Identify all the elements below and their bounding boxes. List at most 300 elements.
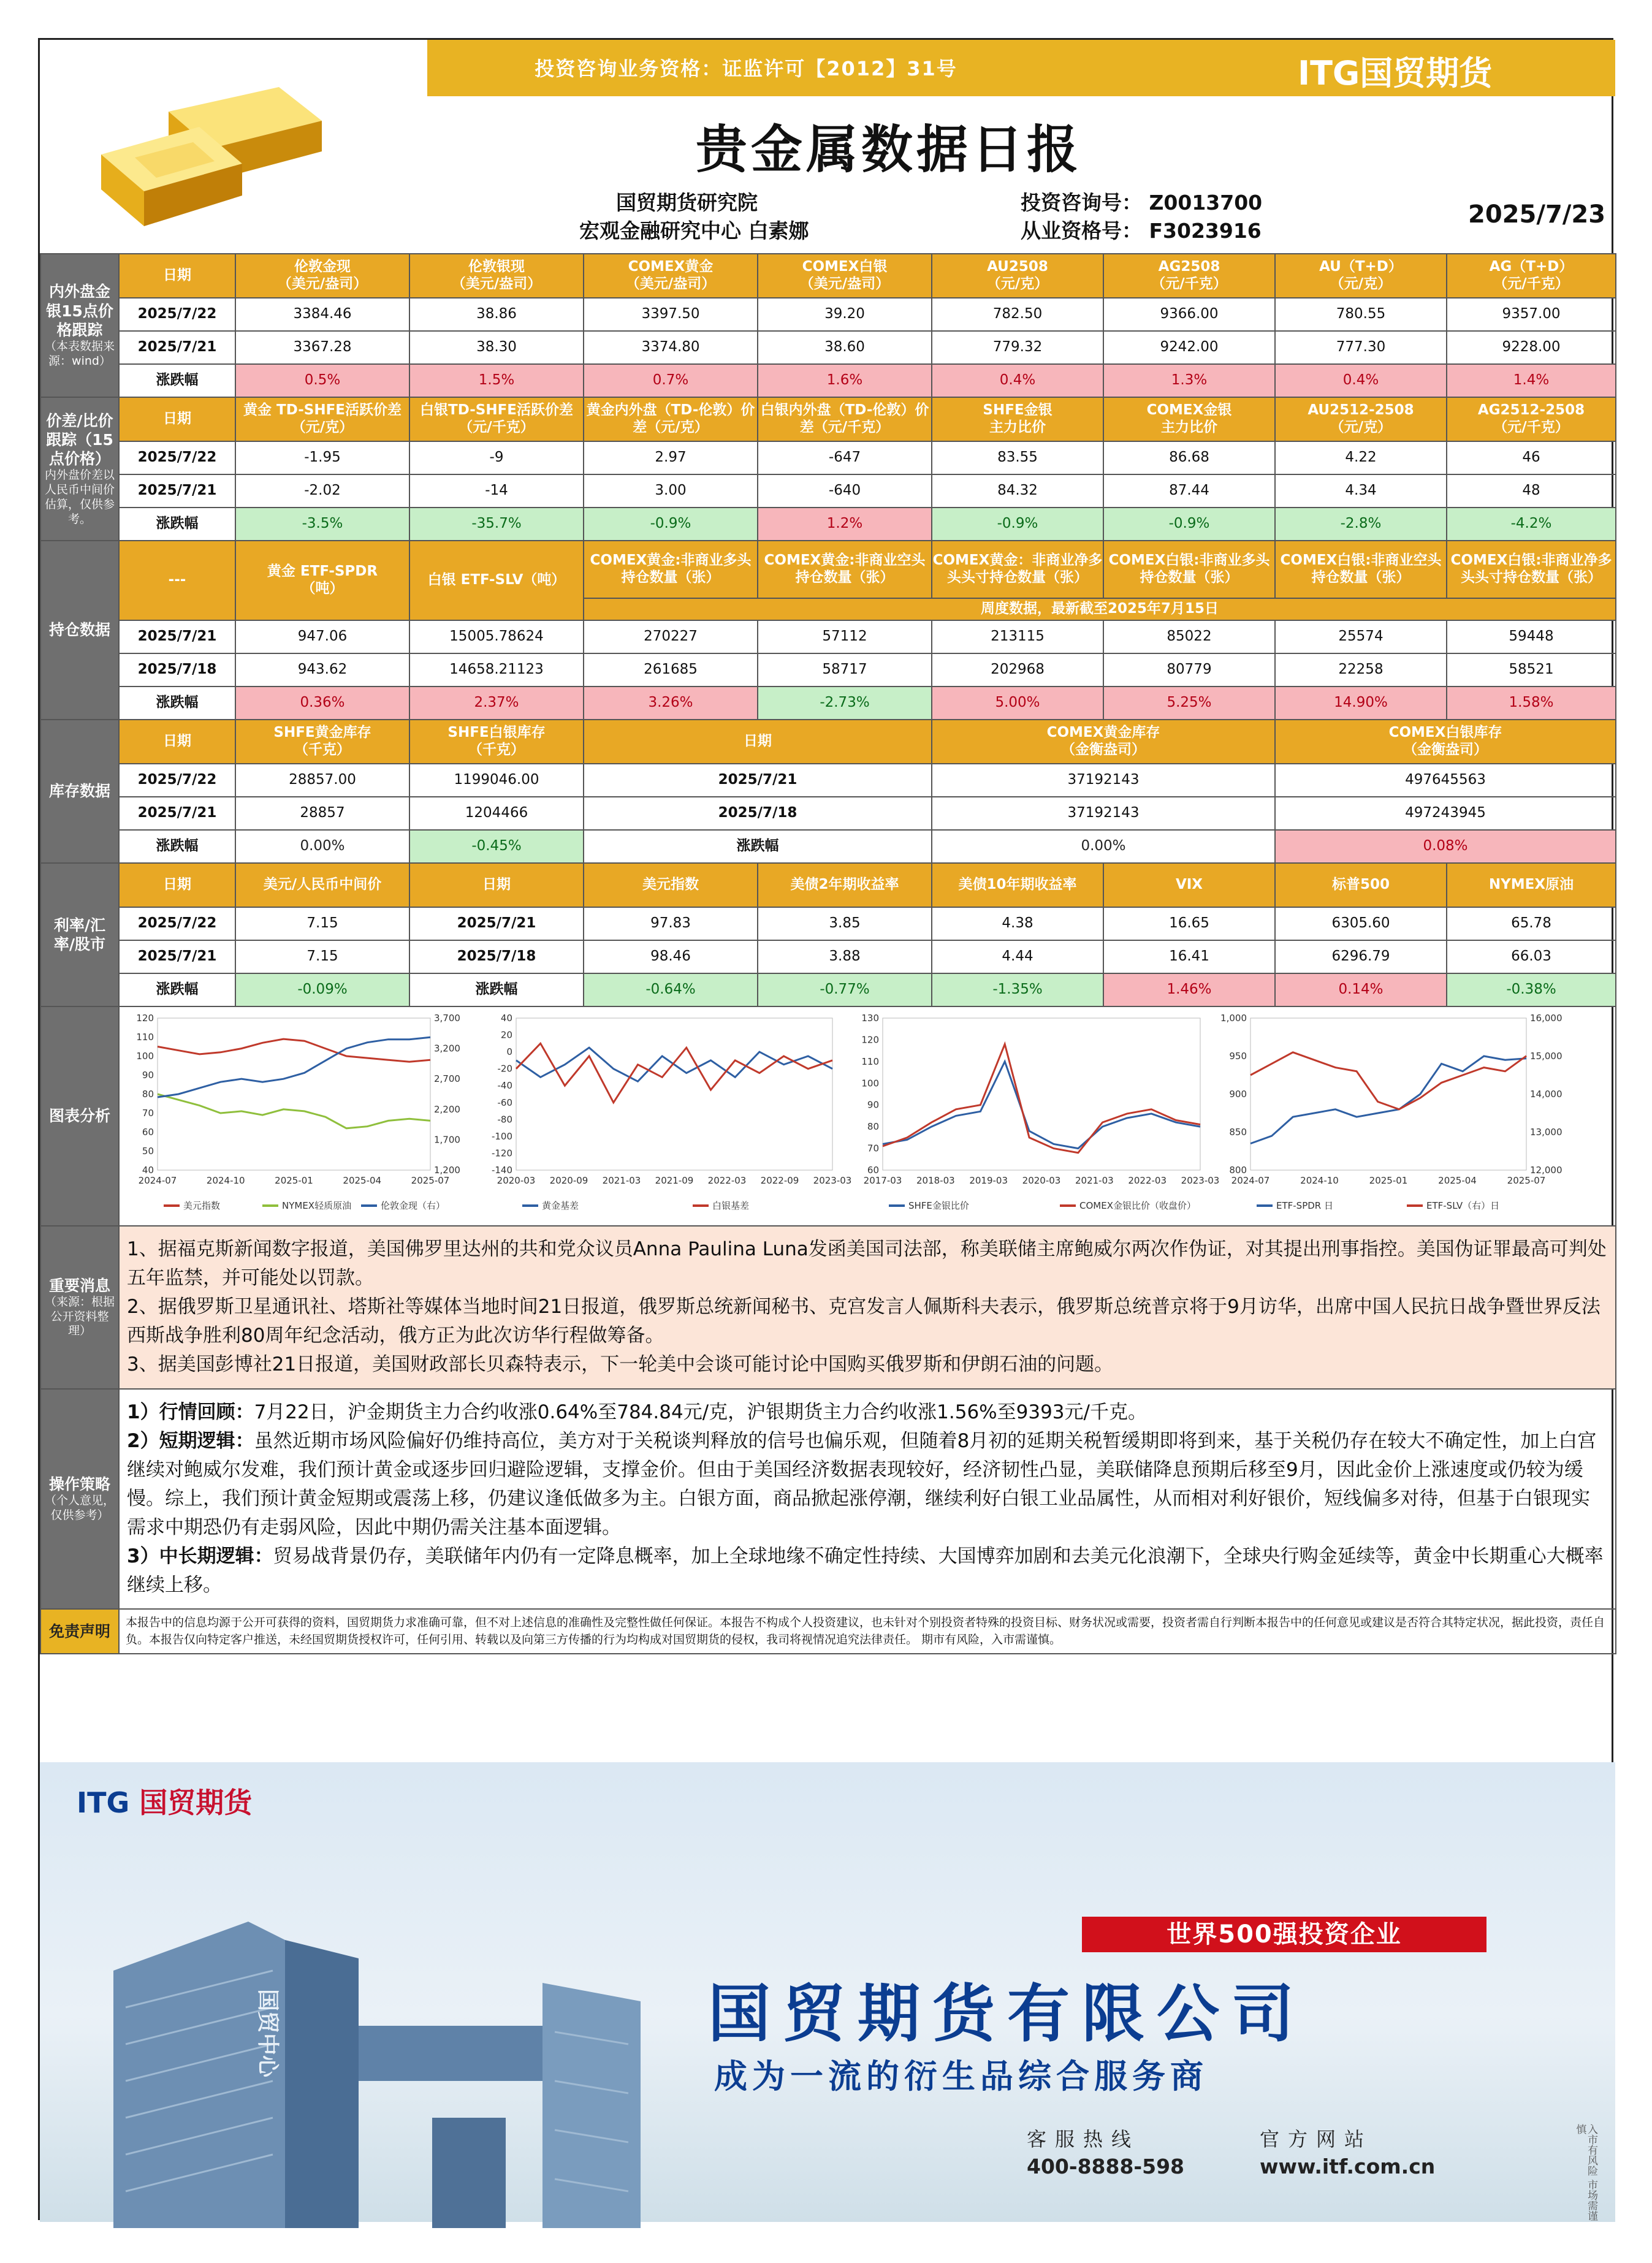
y-tick-label: 1,700 (434, 1134, 460, 1146)
table-cell: 213115 (932, 620, 1103, 653)
table-cell: 943.62 (235, 653, 409, 687)
table-cell: 15005.78624 (409, 620, 584, 653)
legend-label: ETF-SPDR 日 (1276, 1200, 1333, 1211)
y-tick-label: 120 (861, 1034, 879, 1046)
change-label: 涨跌幅 (584, 830, 932, 863)
col-header: 白银 ETF-SLV（吨） (409, 541, 584, 620)
y-tick-label: -100 (491, 1130, 512, 1142)
change-cell: 5.25% (1103, 687, 1275, 720)
col-header: COMEX白银库存 （金衡盎司） (1275, 720, 1616, 764)
x-tick-label: 2021-03 (1075, 1175, 1114, 1186)
table-cell: 38.60 (758, 331, 932, 364)
y-tick-label: 110 (136, 1032, 154, 1043)
y-tick-label: 3,700 (434, 1013, 460, 1024)
ad-logo-cn: 国贸期货 (139, 1786, 253, 1819)
row-date: 2025/7/21 (584, 764, 932, 797)
table-cell: 85022 (1103, 620, 1275, 653)
y-tick-label: 40 (500, 1013, 512, 1024)
y-tick-label: 13,000 (1530, 1127, 1563, 1138)
y-tick-label: -60 (497, 1097, 512, 1108)
table-cell: 16.41 (1103, 940, 1275, 973)
row-date: 2025/7/22 (119, 764, 235, 797)
news-item: 3、据美国彭博社21日报道，美国财政部长贝森特表示，下一轮美中会谈可能讨论中国购买俄罗斯和伊朗石油的问题。 (127, 1353, 1114, 1376)
x-tick-label: 2024-07 (138, 1175, 177, 1186)
building-image (89, 1885, 690, 2228)
table-cell: -640 (758, 474, 932, 508)
table-cell: 7.15 (235, 907, 409, 940)
section-title: 库存数据 (48, 782, 110, 801)
table-row (40, 764, 1616, 797)
y-tick-label: 80 (867, 1121, 879, 1133)
advisory-no: 投资咨询号： Z0013700 (1021, 191, 1263, 215)
col-header: 黄金 ETF-SPDR （吨） (235, 541, 409, 620)
change-cell: 2.37% (409, 687, 584, 720)
section-note: （来源：根据公开资料整理） (44, 1295, 115, 1338)
x-tick-label: 2023-03 (813, 1175, 852, 1186)
table-cell: 3367.28 (235, 331, 409, 364)
x-tick-label: 2021-03 (602, 1175, 641, 1186)
col-header: 伦敦金现 （美元/盎司） (235, 254, 409, 298)
company-ad (40, 1762, 1615, 2222)
row-date: 2025/7/21 (119, 940, 235, 973)
table-cell: 3.85 (758, 907, 932, 940)
charts-container (119, 1006, 1616, 1226)
legend-label: SHFE金银比价 (908, 1200, 969, 1211)
table-cell: 1204466 (409, 797, 584, 830)
news-content (119, 1226, 1616, 1389)
change-label: 涨跌幅 (409, 973, 584, 1006)
charts-row (40, 1006, 1616, 1226)
news-item: 2、据俄罗斯卫星通讯社、塔斯社等媒体当地时间21日报道，俄罗斯总统新闻秘书、克宫发言人佩斯科夫表示，俄罗斯总统普京将于9月访华，出席中国人民抗日战争暨世界反法西斯战争胜利80周年纪念活动，俄方正为此次访华行程做筹备。 (127, 1296, 1601, 1347)
ad-company-name: 国贸期货有限公司 (708, 1978, 1306, 2051)
top-banner (427, 40, 1615, 96)
table-cell: 2.97 (584, 441, 758, 474)
change-cell: -0.64% (584, 973, 758, 1006)
header-row (40, 397, 1616, 441)
legend-label: COMEX金银比价（收盘价） (1079, 1200, 1196, 1211)
table-cell: 98.46 (584, 940, 758, 973)
section-label (40, 541, 119, 720)
y-tick-label: 16,000 (1530, 1013, 1563, 1024)
row-date: 2025/7/18 (409, 940, 584, 973)
row-date: 2025/7/21 (119, 620, 235, 653)
change-cell: 1.3% (1103, 364, 1275, 397)
table-cell: 3.88 (758, 940, 932, 973)
table-cell: -2.02 (235, 474, 409, 508)
table-cell: 4.44 (932, 940, 1103, 973)
strategy-item-body: 贸易战背景仍存，美联储年内仍有一定降息概率，加上全球地缘不确定性持续、大国博弈加剧和去美元化浪潮下，全球央行购金延续等，黄金中长期重心大概率继续上移。 (127, 1545, 1604, 1597)
table-cell: 3397.50 (584, 298, 758, 331)
website-label: 官方网站 (1260, 2128, 1373, 2151)
table-cell: -647 (758, 441, 932, 474)
table-cell: 59448 (1447, 620, 1616, 653)
change-cell: 0.00% (235, 830, 409, 863)
table-cell: 7.15 (235, 940, 409, 973)
chart-2 (481, 1010, 852, 1223)
legend-label: 黄金基差 (542, 1200, 579, 1211)
table-cell: 9228.00 (1447, 331, 1616, 364)
x-tick-label: 2025-01 (275, 1175, 313, 1186)
table-cell: 9366.00 (1103, 298, 1275, 331)
table-cell: 777.30 (1275, 331, 1447, 364)
table-cell: 39.20 (758, 298, 932, 331)
col-header: 白银内外盘（TD-伦敦）价差（元/千克） (758, 397, 932, 441)
col-header: AG2508 （元/千克） (1103, 254, 1275, 298)
col-header: 标普500 (1275, 863, 1447, 907)
table-cell: 782.50 (932, 298, 1103, 331)
col-header: SHFE白银库存 （千克） (409, 720, 584, 764)
table-cell: 58521 (1447, 653, 1616, 687)
y-tick-label: -140 (491, 1165, 512, 1176)
table-row (40, 298, 1616, 331)
table-cell: 28857.00 (235, 764, 409, 797)
strategy-item-heading: 1）行情回顾： (127, 1401, 254, 1423)
strategy-item (127, 1427, 1608, 1542)
y-tick-label: 90 (142, 1070, 154, 1081)
x-tick-label: 2021-09 (655, 1175, 694, 1186)
x-tick-label: 2025-07 (1507, 1175, 1546, 1186)
chart-1 (122, 1010, 474, 1223)
change-cell: -0.09% (235, 973, 409, 1006)
table-cell: 80779 (1103, 653, 1275, 687)
news-item: 1、据福克斯新闻数字报道，美国佛罗里达州的共和党众议员Anna Paulina Luna发函美国司法部，称美联储主席鲍威尔两次作伪证，对其提出刑事指控。美国伪证罪最高可判处五年监禁，并可能处以罚款。 (127, 1238, 1607, 1290)
disclaimer-text: 本报告中的信息均源于公开可获得的资料，国贸期货力求准确可靠，但不对上述信息的准确性及完整性做任何保证。本报告不构成个人投资建议，也未针对个别投资者特殊的投资目标、财务状况或需要，投资者需自行判断本报告中的任何意见或建议是否符合其特定状况，据此投资，责任自负。本报告仅向特定客户推送，未经国贸期货授权许可，任何引用、转载以及向第三方传播的行为均构成对国贸期货的侵权，我司将视情况追究法律责任。 期市有风险，入市需谨慎。 (119, 1609, 1616, 1654)
row-date: 2025/7/18 (584, 797, 932, 830)
section-note: 内外盘价差以人民币中间价估算，仅供参考。 (44, 468, 115, 526)
change-cell: 14.90% (1275, 687, 1447, 720)
change-cell: -0.45% (409, 830, 584, 863)
table-cell: 83.55 (932, 441, 1103, 474)
header-row (40, 720, 1616, 764)
change-cell: 0.00% (932, 830, 1275, 863)
x-tick-label: 2024-10 (206, 1175, 245, 1186)
section-title: 内外盘金银15点价格跟踪 (46, 283, 113, 339)
table-cell: 58717 (758, 653, 932, 687)
row-date: 2025/7/22 (119, 441, 235, 474)
org-name: 国贸期货研究院 (616, 191, 758, 215)
change-cell: 1.46% (1103, 973, 1275, 1006)
table-cell: 16.65 (1103, 907, 1275, 940)
col-header: SHFE金银 主力比价 (932, 397, 1103, 441)
y-tick-label: -120 (491, 1147, 512, 1159)
col-header: AG2512-2508 （元/千克） (1447, 397, 1616, 441)
chart-4 (1215, 1010, 1570, 1223)
table-cell: 86.68 (1103, 441, 1275, 474)
y-tick-label: 90 (867, 1099, 879, 1111)
hotline-label: 客服热线 (1027, 2128, 1140, 2151)
y-tick-label: 1,000 (1220, 1013, 1247, 1024)
itg-logo: ITG国贸期货 (1298, 54, 1493, 93)
table-row (40, 474, 1616, 508)
section-title: 图表分析 (48, 1107, 110, 1125)
section-label (40, 397, 119, 541)
y-tick-label: 80 (142, 1089, 154, 1100)
col-header: COMEX白银 （美元/盎司） (758, 254, 932, 298)
change-cell: 1.5% (409, 364, 584, 397)
risk-vertical-text: 入市有风险 市场需谨慎 (1574, 2124, 1597, 2221)
change-label: 涨跌幅 (119, 687, 235, 720)
report-page (38, 38, 1613, 2220)
col-header: COMEX黄金:非商业多头持仓数量（张） (584, 541, 758, 598)
y-tick-label: 900 (1229, 1089, 1247, 1100)
section-note: （本表数据来源：wind） (44, 340, 115, 368)
table-cell: -9 (409, 441, 584, 474)
change-cell: -1.35% (932, 973, 1103, 1006)
table-cell: 87.44 (1103, 474, 1275, 508)
change-label: 涨跌幅 (119, 508, 235, 541)
data-grid (40, 253, 1616, 1654)
section-label (40, 1609, 119, 1654)
table-cell: 202968 (932, 653, 1103, 687)
table-cell: 261685 (584, 653, 758, 687)
y-tick-label: 15,000 (1530, 1051, 1563, 1062)
plot-area (883, 1018, 1200, 1170)
x-tick-label: 2022-03 (707, 1175, 747, 1186)
header-row (40, 863, 1616, 907)
y-tick-label: 2,200 (434, 1103, 460, 1115)
y-tick-label: 130 (861, 1013, 879, 1024)
legend-label: NYMEX轻质原油 (282, 1200, 352, 1211)
table-row (40, 331, 1616, 364)
change-label: 涨跌幅 (119, 364, 235, 397)
change-cell: 3.26% (584, 687, 758, 720)
change-cell: -0.9% (1103, 508, 1275, 541)
change-row (40, 973, 1616, 1006)
x-tick-label: 2020-09 (549, 1175, 588, 1186)
section-label (40, 720, 119, 863)
website-url: www.itf.com.cn (1260, 2155, 1436, 2178)
row-date: 2025/7/21 (409, 907, 584, 940)
table-cell: 38.86 (409, 298, 584, 331)
x-tick-label: 2025-01 (1369, 1175, 1408, 1186)
y-tick-label: 1,200 (434, 1165, 460, 1176)
x-tick-label: 2023-03 (1181, 1175, 1220, 1186)
table-cell: 1199046.00 (409, 764, 584, 797)
table-cell: 497243945 (1275, 797, 1616, 830)
table-cell: 66.03 (1447, 940, 1616, 973)
y-tick-label: 60 (867, 1165, 879, 1176)
header-row (40, 541, 1616, 598)
section-title: 免责声明 (48, 1622, 110, 1641)
change-cell: -0.77% (758, 973, 932, 1006)
table-cell: 947.06 (235, 620, 409, 653)
legend-label: 美元指数 (183, 1200, 221, 1211)
news-row (40, 1226, 1616, 1389)
col-header-date: 日期 (119, 863, 235, 907)
col-header: NYMEX原油 (1447, 863, 1616, 907)
y-tick-label: 120 (136, 1013, 154, 1024)
change-cell: -2.8% (1275, 508, 1447, 541)
report-title: 贵金属数据日报 (696, 120, 1083, 180)
table-cell: 25574 (1275, 620, 1447, 653)
x-tick-label: 2019-03 (969, 1175, 1008, 1186)
table-cell: 3384.46 (235, 298, 409, 331)
row-date: 2025/7/21 (119, 474, 235, 508)
col-header-date: 日期 (119, 720, 235, 764)
table-cell: 28857 (235, 797, 409, 830)
change-cell: 0.4% (932, 364, 1103, 397)
x-tick-label: 2024-07 (1231, 1175, 1270, 1186)
y-tick-label: -40 (497, 1080, 512, 1092)
table-row (40, 441, 1616, 474)
table-row (40, 940, 1616, 973)
section-label (40, 863, 119, 1006)
section-label (40, 1226, 119, 1389)
y-tick-label: 0 (506, 1046, 512, 1058)
table-cell: 9242.00 (1103, 331, 1275, 364)
table-cell: 6305.60 (1275, 907, 1447, 940)
hotline-number: 400-8888-598 (1027, 2155, 1185, 2178)
x-tick-label: 2022-09 (760, 1175, 799, 1186)
strategy-content (119, 1389, 1616, 1610)
table-cell: 4.38 (932, 907, 1103, 940)
table-row (40, 907, 1616, 940)
change-cell: -3.5% (235, 508, 409, 541)
table-row (40, 797, 1616, 830)
change-row (40, 687, 1616, 720)
table-cell: 9357.00 (1447, 298, 1616, 331)
y-tick-label: 3,200 (434, 1043, 460, 1054)
y-tick-label: 100 (861, 1078, 879, 1089)
y-tick-label: 60 (142, 1127, 154, 1138)
y-tick-label: 40 (142, 1165, 154, 1176)
row-date: 2025/7/21 (119, 797, 235, 830)
y-tick-label: 20 (500, 1029, 512, 1041)
y-tick-label: 950 (1229, 1051, 1247, 1062)
strategy-item-body: 虽然近期市场风险偏好仍维持高位，美方对于关税谈判释放的信号也偏乐观，但随着8月初的延期关税暂缓期即将到来，基于关税仍存在较大不确定性，加上白宫继续对鲍威尔发难，我们预计黄金或逐步回归避险逻辑，支撑金价。但由于美国经济数据表现较好，经济韧性凸显，美联储降息预期后移至9月，因此金价上涨速度或仍较为缓慢。综上，我们预计黄金短期或震荡上移，仍建议逢低做多为主。白银方面，商品掀起涨停潮，继续利好白银工业品属性，从而相对利好银价，短线偏多对待，但基于白银现实需求中期恐仍有走弱风险，因此中期仍需关注基本面逻辑。 (127, 1429, 1597, 1538)
section-label (40, 254, 119, 397)
y-tick-label: 50 (142, 1146, 154, 1157)
table-cell: 4.34 (1275, 474, 1447, 508)
table-row (40, 653, 1616, 687)
col-header: COMEX黄金库存 （金衡盎司） (932, 720, 1275, 764)
building-sign: 国贸中心 (255, 1989, 280, 2078)
strategy-item-heading: 2）短期逻辑： (127, 1429, 254, 1452)
x-tick-label: 2024-10 (1300, 1175, 1339, 1186)
table-cell: 6296.79 (1275, 940, 1447, 973)
legend-label: 伦敦金现（右） (381, 1200, 446, 1211)
col-header: COMEX金银 主力比价 (1103, 397, 1275, 441)
table-cell: 270227 (584, 620, 758, 653)
table-cell: 48 (1447, 474, 1616, 508)
table-cell: 497645563 (1275, 764, 1616, 797)
legend-label: ETF-SLV（右）日 (1426, 1200, 1500, 1211)
change-cell: -4.2% (1447, 508, 1616, 541)
col-header: COMEX白银:非商业净多头头寸持仓数量（张） (1447, 541, 1616, 598)
row-date: 2025/7/21 (119, 331, 235, 364)
col-header-date: 日期 (409, 863, 584, 907)
col-header: 白银TD-SHFE活跃价差 （元/千克） (409, 397, 584, 441)
ad-logo (77, 1781, 252, 1821)
change-cell: -35.7% (409, 508, 584, 541)
plot-area (1250, 1018, 1526, 1170)
x-tick-label: 2017-03 (863, 1175, 902, 1186)
strategy-item (127, 1398, 1608, 1427)
row-date: 2025/7/18 (119, 653, 235, 687)
table-row (40, 620, 1616, 653)
change-row (40, 508, 1616, 541)
col-header-date: 日期 (584, 720, 932, 764)
change-cell: 0.7% (584, 364, 758, 397)
y-tick-label: 12,000 (1530, 1165, 1563, 1176)
ad-slogan: 成为一流的衍生品综合服务商 (714, 2057, 1208, 2096)
change-row (40, 364, 1616, 397)
y-tick-label: 100 (136, 1051, 154, 1062)
y-tick-label: 110 (861, 1055, 879, 1067)
strategy-item-body: 7月22日，沪金期货主力合约收涨0.64%至784.84元/克，沪银期货主力合约收涨1.56%至9393元/千克。 (254, 1401, 1147, 1423)
license-text: 投资咨询业务资格：证监许可【2012】31号 (535, 57, 957, 80)
table-cell: 65.78 (1447, 907, 1616, 940)
table-cell: 779.32 (932, 331, 1103, 364)
strategy-item-heading: 3）中长期逻辑： (127, 1545, 273, 1568)
x-tick-label: 2018-03 (916, 1175, 955, 1186)
table-cell: -1.95 (235, 441, 409, 474)
y-tick-label: -20 (497, 1063, 512, 1074)
change-cell: 1.58% (1447, 687, 1616, 720)
change-cell: -2.73% (758, 687, 932, 720)
table-cell: 14658.21123 (409, 653, 584, 687)
disclaimer-row (40, 1609, 1616, 1654)
x-tick-label: 2020-03 (497, 1175, 536, 1186)
section-label (40, 1389, 119, 1610)
y-tick-label: 850 (1229, 1127, 1247, 1138)
col-header: 黄金 TD-SHFE活跃价差（元/克） (235, 397, 409, 441)
section-title: 操作策略 (48, 1475, 110, 1494)
table-cell: 97.83 (584, 907, 758, 940)
change-cell: 0.08% (1275, 830, 1616, 863)
col-header: AG（T+D） （元/千克） (1447, 254, 1616, 298)
col-header: 黄金内外盘（TD-伦敦）价差（元/克） (584, 397, 758, 441)
col-header-date: --- (119, 541, 235, 620)
ad-ribbon: 世界500强投资企业 (1082, 1917, 1486, 1952)
change-cell: 0.4% (1275, 364, 1447, 397)
table-cell: 3374.80 (584, 331, 758, 364)
table-cell: 84.32 (932, 474, 1103, 508)
plot-area (516, 1018, 832, 1170)
header-row (40, 254, 1616, 298)
change-cell: 0.14% (1275, 973, 1447, 1006)
ad-logo-itg: ITG (77, 1786, 130, 1819)
x-tick-label: 2025-07 (411, 1175, 450, 1186)
section-title: 价差/比价跟踪（15点价格） (46, 411, 113, 468)
plot-area (158, 1018, 430, 1170)
x-tick-label: 2025-04 (343, 1175, 382, 1186)
weekly-note: 周度数据，最新截至2025年7月15日 (584, 598, 1616, 620)
change-cell: 1.6% (758, 364, 932, 397)
table-cell: 4.22 (1275, 441, 1447, 474)
col-header-date: 日期 (119, 397, 235, 441)
col-header: COMEX黄金:非商业空头持仓数量（张） (758, 541, 932, 598)
report-date: 2025/7/23 (1468, 200, 1606, 229)
strategy-row (40, 1389, 1616, 1610)
col-header: AU2508 （元/克） (932, 254, 1103, 298)
col-header-date: 日期 (119, 254, 235, 298)
table-cell: 57112 (758, 620, 932, 653)
y-tick-label: -80 (497, 1114, 512, 1125)
col-header: COMEX黄金：非商业净多头头寸持仓数量（张） (932, 541, 1103, 598)
change-cell: -0.38% (1447, 973, 1616, 1006)
col-header: 美债10年期收益率 (932, 863, 1103, 907)
gold-bars-image (77, 53, 346, 237)
y-tick-label: 800 (1229, 1165, 1247, 1176)
change-label: 涨跌幅 (119, 830, 235, 863)
table-cell: 3.00 (584, 474, 758, 508)
change-cell: 1.2% (758, 508, 932, 541)
table-cell: 780.55 (1275, 298, 1447, 331)
x-tick-label: 2025-04 (1438, 1175, 1477, 1186)
y-tick-label: 70 (142, 1108, 154, 1119)
change-cell: 5.00% (932, 687, 1103, 720)
